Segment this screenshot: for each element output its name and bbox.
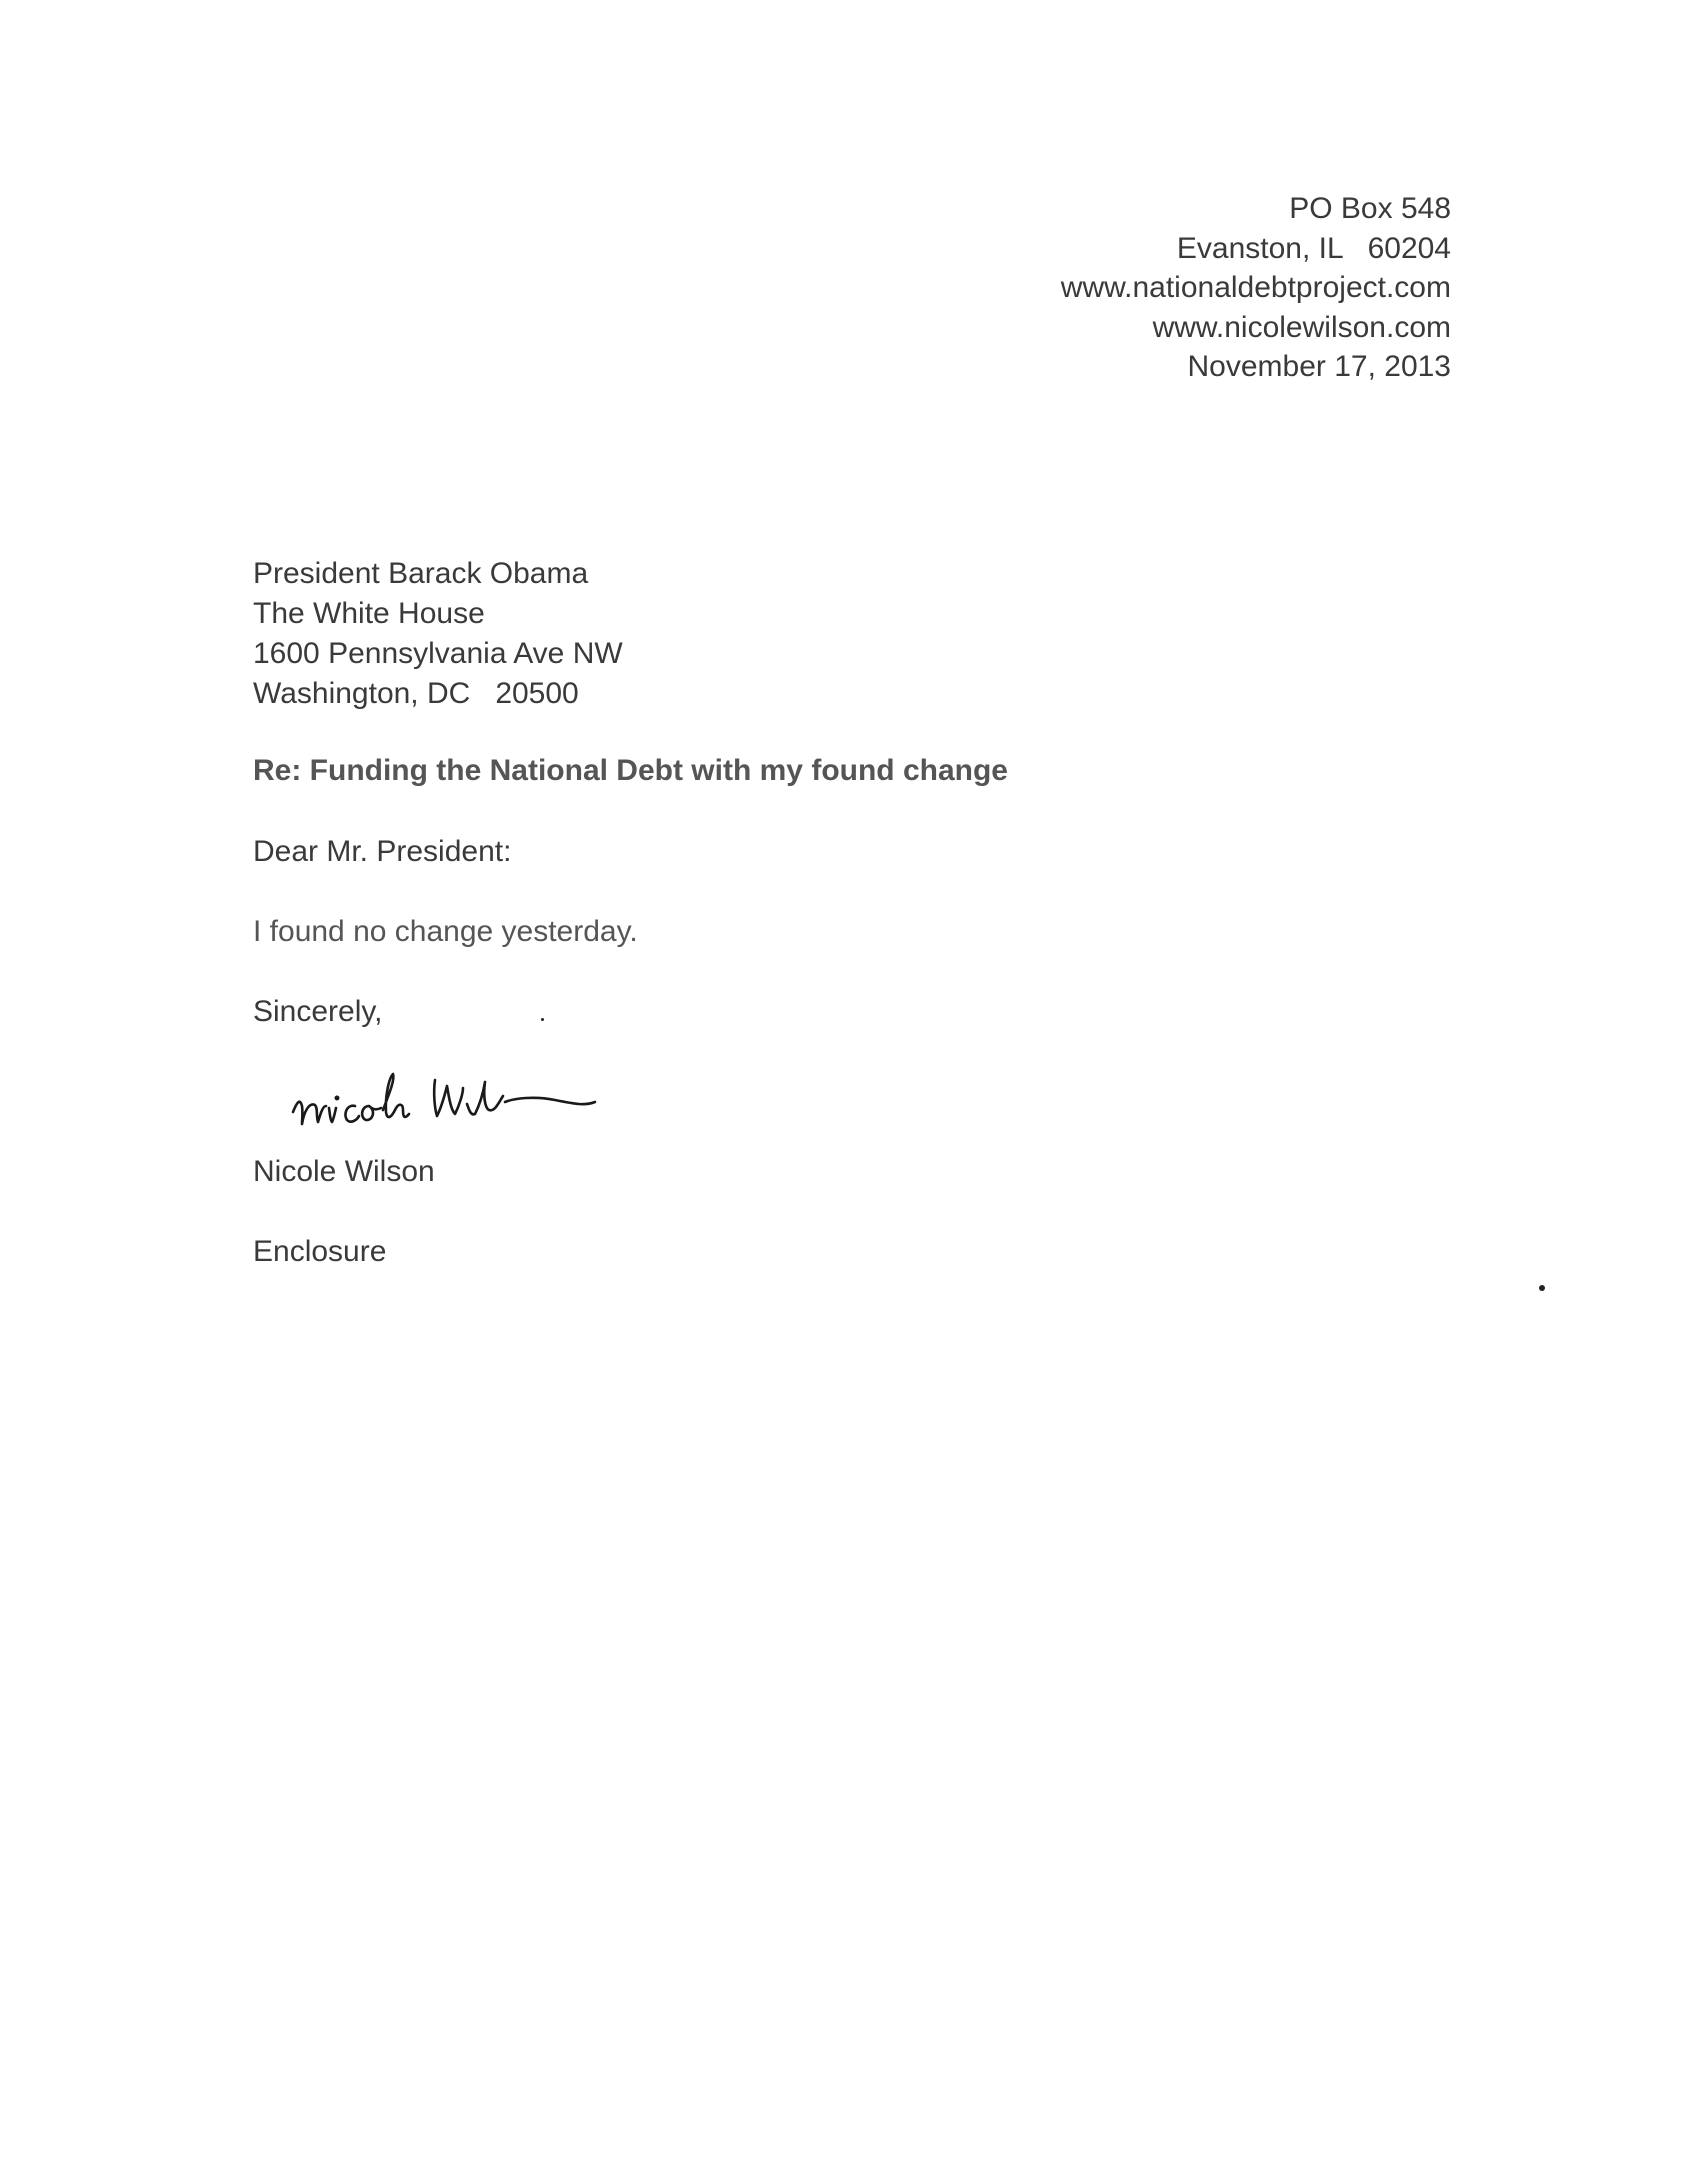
salutation: Dear Mr. President: (253, 835, 512, 868)
sender-website-2: www.nicolewilson.com (1152, 310, 1451, 344)
letter-body: I found no change yesterday. (253, 915, 638, 948)
sender-address-block (1061, 189, 1451, 387)
recipient-street: 1600 Pennsylvania Ave NW (253, 637, 623, 670)
subject-line: Re: Funding the National Debt with my found change (253, 754, 1008, 787)
enclosure-notation: Enclosure (253, 1235, 387, 1268)
scan-speck (1539, 1285, 1545, 1291)
recipient-organization: The White House (253, 597, 485, 630)
handwritten-signature-icon (285, 1050, 665, 1150)
closing: Sincerely, (253, 995, 383, 1028)
recipient-address-block (253, 554, 623, 714)
sender-website-1: www.nationaldebtproject.com (1060, 271, 1451, 304)
sender-city-state-zip: Evanston, IL 60204 (1176, 231, 1451, 265)
recipient-city-state-zip: Washington, DC 20500 (253, 677, 579, 710)
recipient-name: President Barack Obama (253, 557, 589, 590)
sender-po-box: PO Box 548 (1289, 192, 1451, 225)
letter-date: November 17, 2013 (1187, 350, 1451, 383)
scan-speck (541, 1018, 544, 1021)
signer-name: Nicole Wilson (253, 1155, 435, 1188)
